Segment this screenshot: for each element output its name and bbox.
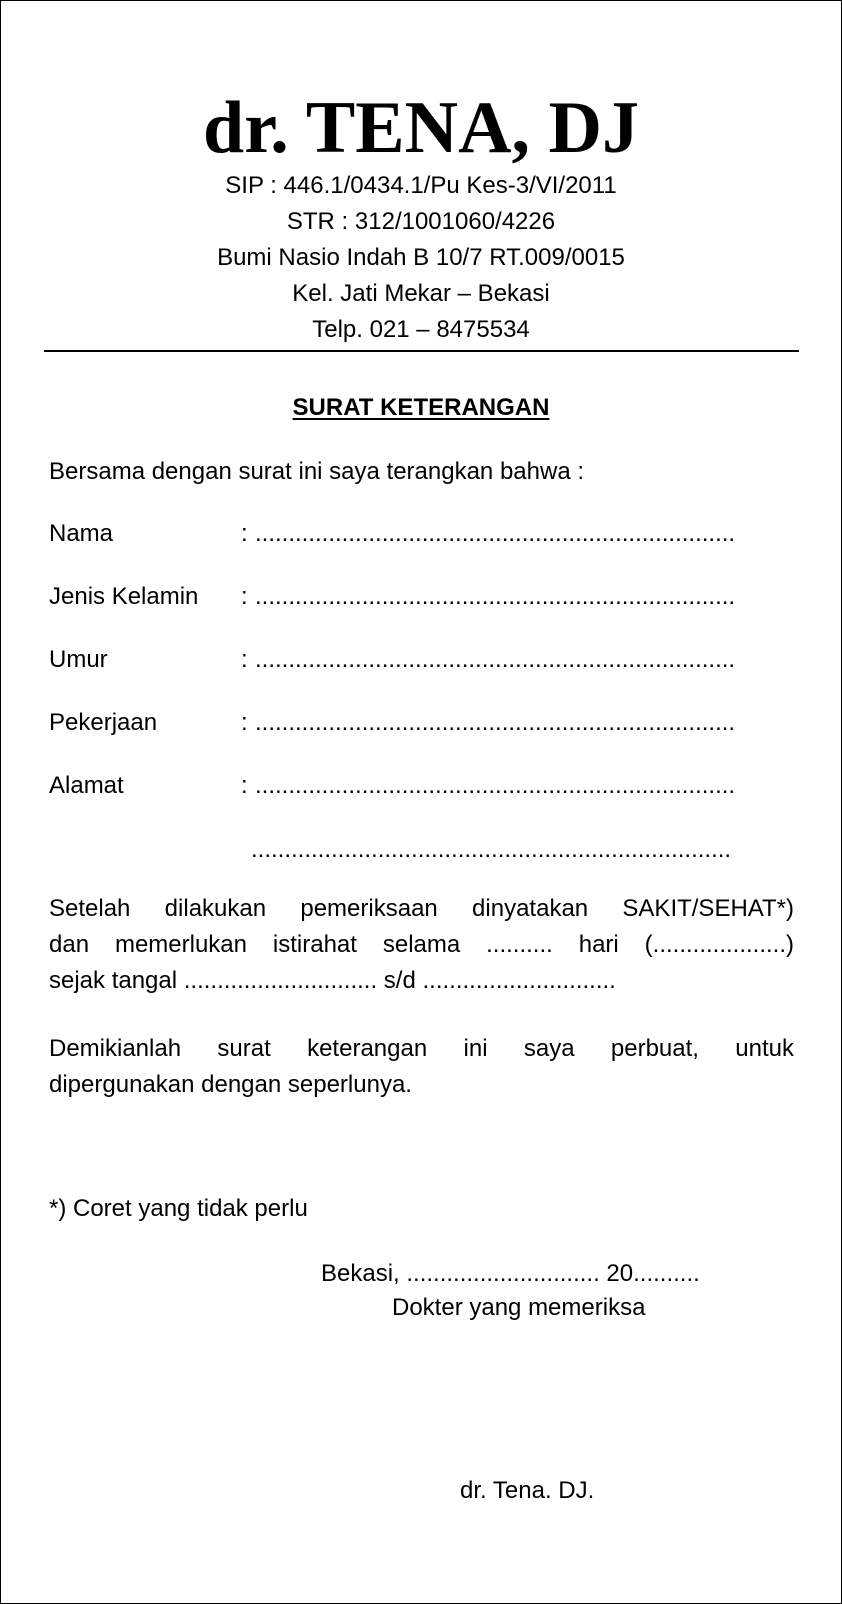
examination-line-1: Setelah dilakukan pemeriksaan dinyatakan SAKIT/SEHAT*)	[49, 895, 794, 922]
address-line-2: Kel. Jati Mekar – Bekasi	[292, 280, 550, 307]
field-colon: :	[241, 709, 248, 736]
field-colon: :	[241, 520, 248, 547]
field-value-alamat: ........................................................................	[255, 772, 736, 799]
header-divider	[44, 350, 799, 352]
field-value-jenis-kelamin: ........................................................................	[255, 583, 736, 610]
field-label-nama: Nama	[49, 520, 114, 547]
address-line-1: Bumi Nasio Indah B 10/7 RT.009/0015	[217, 244, 625, 271]
field-label-umur: Umur	[49, 646, 108, 673]
examination-paragraph	[49, 891, 794, 999]
field-value-pekerjaan: ........................................................................	[255, 709, 736, 736]
signature-place-date: Bekasi, ............................. 20..........	[321, 1260, 700, 1287]
field-value-umur: ........................................................................	[255, 646, 736, 673]
field-label-jenis-kelamin: Jenis Kelamin	[49, 583, 199, 610]
closing-line-1: Demikianlah surat keterangan ini saya perbuat, untuk	[49, 1035, 794, 1062]
field-colon: :	[241, 646, 248, 673]
examination-line-2: dan memerlukan istirahat selama .......... hari (....................)	[49, 931, 794, 958]
phone-number: Telp. 021 – 8475534	[312, 316, 530, 343]
closing-paragraph	[49, 1031, 794, 1103]
field-label-alamat: Alamat	[49, 772, 124, 799]
document-title: SURAT KETERANGAN	[292, 394, 550, 421]
sip-number: SIP : 446.1/0434.1/Pu Kes-3/VI/2011	[225, 172, 617, 199]
field-colon: :	[241, 772, 248, 799]
str-number: STR : 312/1001060/4226	[286, 208, 556, 235]
signature-name: dr. Tena. DJ.	[460, 1477, 595, 1504]
intro-text: Bersama dengan surat ini saya terangkan bahwa :	[49, 458, 584, 485]
field-colon: :	[241, 583, 248, 610]
closing-line-2: dipergunakan dengan seperlunya.	[49, 1071, 412, 1098]
field-value-alamat-continued: ........................................................................	[251, 836, 732, 863]
doctor-name-heading: dr. TENA, DJ	[203, 87, 639, 169]
field-label-pekerjaan: Pekerjaan	[49, 709, 158, 736]
field-value-nama: ........................................................................	[255, 520, 736, 547]
examination-line-3: sejak tangal ............................. s/d .............................	[49, 967, 616, 994]
footnote: *) Coret yang tidak perlu	[49, 1195, 308, 1222]
signature-role: Dokter yang memeriksa	[392, 1294, 646, 1321]
